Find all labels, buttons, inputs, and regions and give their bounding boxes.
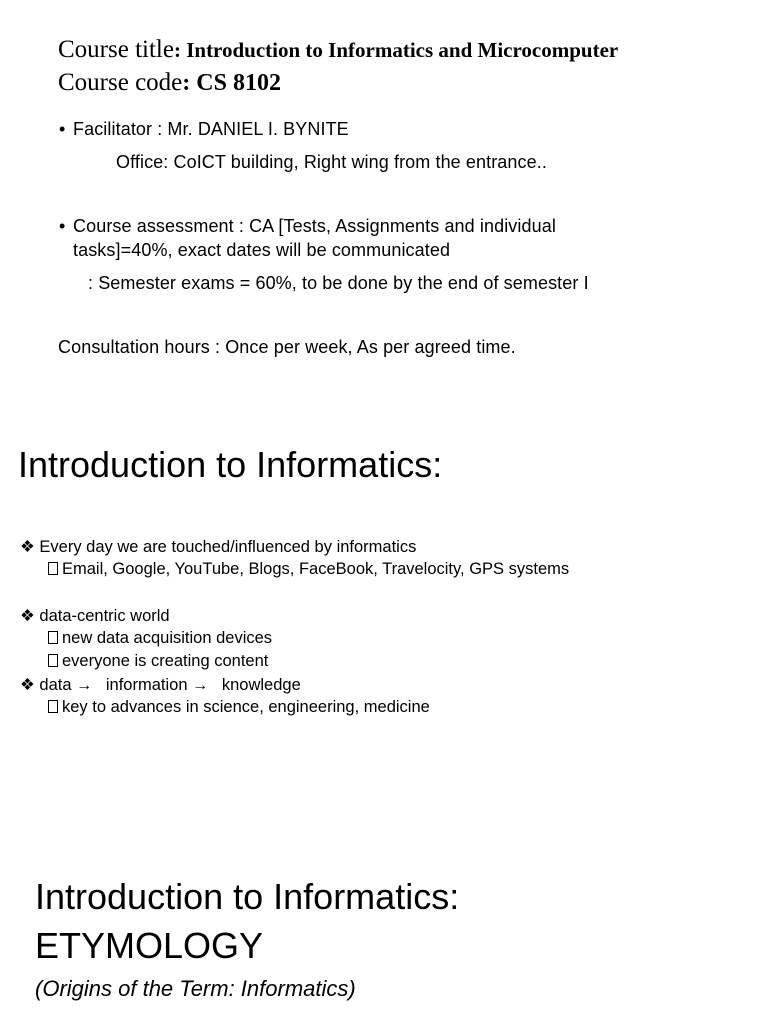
data-text: data — [39, 676, 72, 694]
origins-caption: (Origins of the Term: Informatics) — [35, 976, 356, 1001]
course-code-label: Course code — [58, 69, 183, 96]
list-item — [20, 537, 416, 557]
consultation-text: Consultation hours : Once per week, As per agreed time. — [58, 337, 516, 357]
diamond-bullet-icon: ❖ — [20, 607, 35, 625]
exams-text: : Semester exams = 60%, to be done by the end of semester I — [88, 273, 589, 293]
facilitator-item — [59, 119, 349, 140]
list-sub-item-text: key to advances in science, engineering, medicine — [62, 698, 430, 716]
bullet-dot: • — [59, 119, 66, 139]
list-item — [20, 606, 170, 626]
course-title-value: : Introduction to Informatics and Microcomputer — [173, 38, 619, 62]
section-heading: Introduction to Informatics: — [35, 876, 460, 917]
office-text: Office: CoICT building, Right wing from the entrance.. — [116, 152, 547, 172]
list-sub-item-text: everyone is creating content — [62, 652, 269, 670]
section-heading: Introduction to Informatics: — [18, 444, 443, 485]
box-bullet-icon — [48, 562, 58, 575]
diamond-bullet-icon: ❖ — [20, 676, 35, 694]
assessment-item — [59, 216, 556, 237]
course-code-line — [58, 69, 281, 97]
assessment-line-1: Course assessment : CA [Tests, Assignments and individual — [73, 216, 556, 236]
list-sub-item-text: new data acquisition devices — [62, 629, 273, 647]
list-item-text: Every day we are touched/influenced by informatics — [39, 538, 417, 556]
course-title-line — [58, 36, 618, 64]
facilitator-text: Facilitator : Mr. DANIEL I. BYNITE — [73, 119, 349, 139]
list-sub-item — [48, 560, 569, 579]
course-title-label: Course title — [58, 36, 174, 63]
box-bullet-icon — [48, 654, 58, 667]
knowledge-text: knowledge — [221, 676, 301, 694]
list-sub-item — [48, 629, 272, 648]
list-sub-item — [48, 652, 268, 671]
information-text: information — [105, 676, 188, 694]
right-arrow-icon: → — [192, 677, 209, 694]
section-caption — [35, 976, 356, 1002]
bullet-dot: • — [59, 216, 66, 236]
right-arrow-icon: → — [76, 677, 93, 694]
section-subheading: ETYMOLOGY — [35, 925, 264, 966]
list-item-text: data-centric world — [39, 607, 170, 625]
assessment-line-2: tasks]=40%, exact dates will be communicated — [73, 240, 451, 260]
list-sub-item — [48, 698, 430, 717]
course-code-value: : CS 8102 — [182, 70, 281, 96]
diamond-bullet-icon: ❖ — [20, 538, 35, 556]
list-item — [20, 675, 301, 695]
list-sub-item-text: Email, Google, YouTube, Blogs, FaceBook, Travelocity, GPS systems — [62, 560, 570, 578]
box-bullet-icon — [48, 631, 58, 644]
box-bullet-icon — [48, 700, 58, 713]
